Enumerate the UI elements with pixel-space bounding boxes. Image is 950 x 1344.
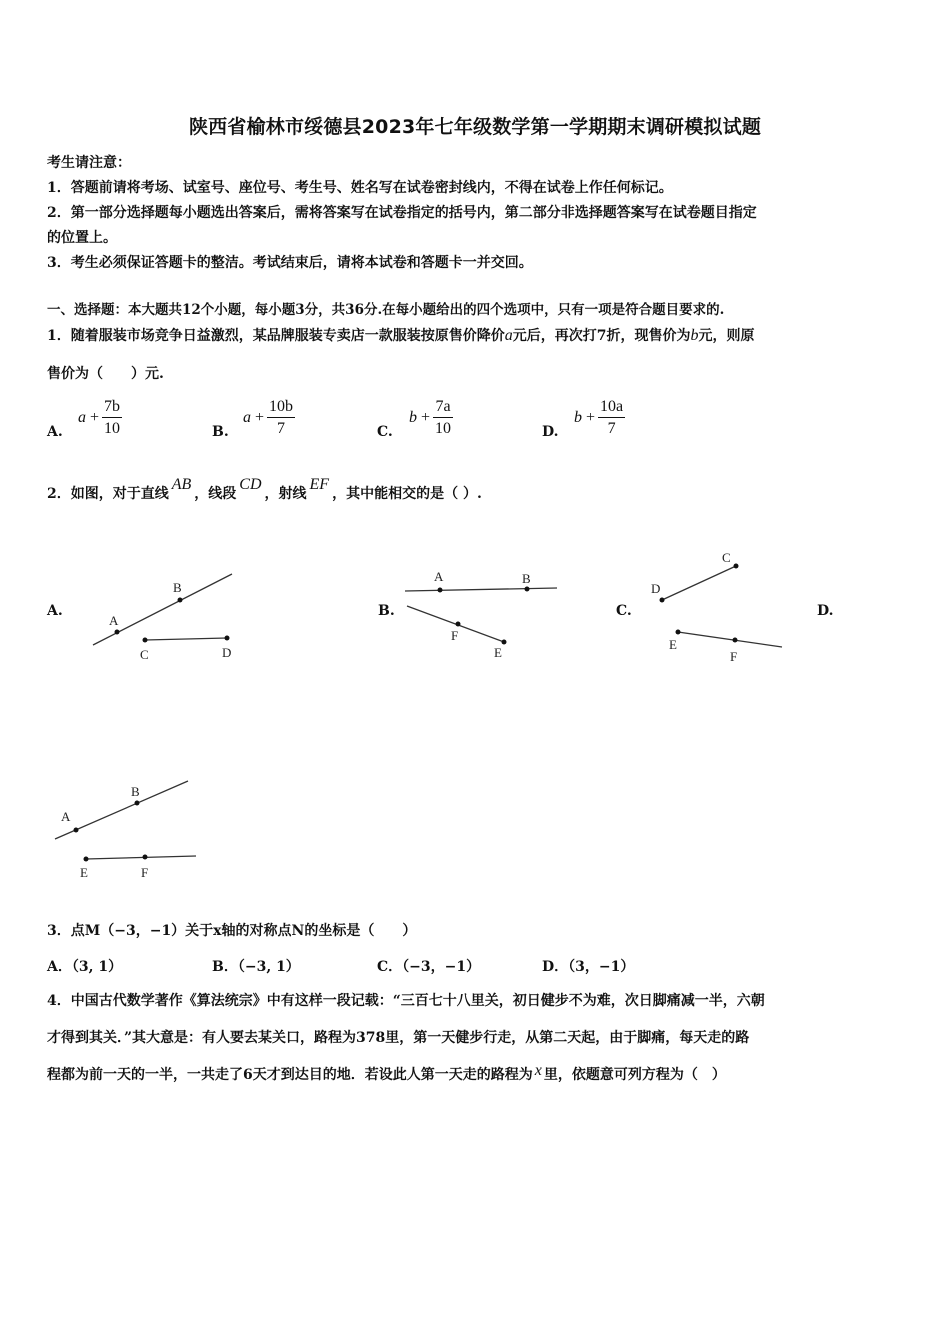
- fraction-numerator: 7b: [102, 397, 122, 418]
- label-b: B: [173, 580, 182, 595]
- q1-option-d-label: D.: [542, 424, 559, 440]
- question-1-text-2: 售价为（ ）元.: [47, 366, 164, 382]
- line-ab: [405, 588, 557, 591]
- point-a: [115, 630, 120, 635]
- notice-item: 的位置上。: [47, 230, 117, 246]
- q2-text-part: ，射线: [264, 486, 307, 502]
- q1-option-lead: b: [574, 408, 582, 426]
- q1-option-lead: b: [409, 408, 417, 426]
- question-4-text: 4．中国古代数学著作《算法统宗》中有这样一段记载：“三百七十八里关，初日健步不为难，次日脚痛减一半，六朝: [47, 993, 765, 1009]
- q3-option-d[interactable]: [542, 956, 634, 976]
- point-c: [143, 638, 148, 643]
- label-d: D: [222, 645, 232, 660]
- label-d: D: [651, 581, 661, 596]
- figure-d: [55, 781, 196, 880]
- q1-option-op: +: [421, 408, 431, 426]
- point-c: [734, 564, 739, 569]
- q4-text-part: 程都为前一天的一半，一共走了6天才到达目的地．若设此人第一天走的路程为: [47, 1067, 533, 1083]
- label-a: A: [434, 569, 444, 584]
- q2-text-part: 2．如图，对于直线: [47, 486, 169, 502]
- q1-text-part: 元后，再次打7折，现售价为: [512, 328, 691, 344]
- q1-option-b-label: B.: [212, 424, 229, 440]
- fraction-numerator: 10a: [598, 397, 625, 418]
- q1-var-a: a: [504, 327, 513, 344]
- q1-var-b: b: [690, 327, 699, 344]
- section-heading: 一、选择题：本大题共12个小题，每小题3分，共36分.在每小题给出的四个选项中，只有一项是符合题目要求的.: [47, 302, 725, 318]
- label-c: C: [140, 647, 149, 662]
- q4-text-part: 里，依题意可列方程为（ ）: [543, 1067, 726, 1083]
- notice-item: 1．答题前请将考场、试室号、座位号、考生号、姓名写在试卷密封线内，不得在试卷上作任何标记。: [47, 180, 673, 196]
- q2-option-b-label[interactable]: B.: [378, 603, 395, 619]
- q2-option-a-label[interactable]: A.: [47, 603, 63, 619]
- option-value: （−3，−1）: [402, 959, 481, 975]
- notice-item: 2．第一部分选择题每小题选出答案后，需将答案写在试卷指定的括号内，第二部分非选择题答案写在试卷题目指定: [47, 205, 757, 221]
- segment-cd: [662, 566, 736, 600]
- fraction-numerator: 7a: [433, 397, 452, 418]
- option-label: C．: [377, 959, 403, 975]
- q2-math-cd: CD: [239, 476, 262, 493]
- point-a: [438, 588, 443, 593]
- point-b: [135, 801, 140, 806]
- label-b: B: [131, 784, 140, 799]
- option-value: （3，−1）: [568, 959, 635, 975]
- q2-text-part: ，线段: [194, 486, 237, 502]
- ray-ef: [86, 856, 196, 859]
- segment-cd: [145, 638, 227, 640]
- q1-option-op: +: [255, 408, 265, 426]
- ray-ef: [678, 632, 782, 647]
- point-f: [456, 622, 461, 627]
- q3-option-b[interactable]: [212, 956, 300, 976]
- label-e: E: [669, 637, 677, 652]
- label-c: C: [722, 550, 731, 565]
- fraction-numerator: 10b: [267, 397, 295, 418]
- q2-math-ef: EF: [309, 476, 330, 493]
- point-e: [676, 630, 681, 635]
- q3-option-a[interactable]: [47, 956, 122, 976]
- label-a: A: [61, 809, 71, 824]
- figure-a: [93, 574, 232, 662]
- q2-option-d-label[interactable]: D.: [817, 603, 834, 619]
- label-f: F: [141, 865, 149, 880]
- q4-var-x: x: [534, 1062, 542, 1079]
- option-value: （−3, 1）: [237, 959, 300, 975]
- label-f: F: [451, 628, 459, 643]
- fraction-denominator: 10: [435, 420, 452, 437]
- q1-option-op: +: [586, 408, 596, 426]
- point-b: [178, 598, 183, 603]
- point-e: [84, 857, 89, 862]
- point-d: [660, 598, 665, 603]
- fraction-denominator: 10: [104, 420, 121, 437]
- point-b: [525, 587, 530, 592]
- q1-option-a-label: A.: [47, 424, 63, 440]
- q1-option-lead: a: [243, 408, 251, 426]
- point-e: [502, 640, 507, 645]
- label-e: E: [80, 865, 88, 880]
- point-d: [225, 636, 230, 641]
- q1-text-part: 元，则原: [698, 328, 755, 344]
- point-f: [733, 638, 738, 643]
- q1-option-c-label: C.: [377, 424, 393, 440]
- q1-text-part: 1．随着服装市场竞争日益激烈，某品牌服装专卖店一款服装按原售价降价: [47, 328, 505, 344]
- q3-option-c[interactable]: [377, 956, 480, 976]
- option-label: A．: [47, 959, 72, 975]
- point-a: [74, 828, 79, 833]
- figure-b: [405, 569, 557, 660]
- page-title: 陕西省榆林市绥德县2023年七年级数学第一学期期末调研模拟试题: [188, 116, 762, 138]
- q2-math-ab: AB: [171, 476, 192, 493]
- question-3-text: 3．点M（−3，−1）关于x轴的对称点N的坐标是（ ）: [47, 923, 417, 939]
- notice-item: 3．考生必须保证答题卡的整洁。考试结束后，请将本试卷和答题卡一并交回。: [47, 255, 533, 271]
- label-b: B: [522, 571, 531, 586]
- fraction-denominator: 7: [607, 420, 616, 437]
- label-f: F: [730, 649, 738, 664]
- figure-c: [651, 550, 782, 664]
- option-label: B．: [212, 959, 238, 975]
- label-e: E: [494, 645, 502, 660]
- notice-heading: 考生请注意：: [47, 155, 131, 171]
- q1-option-op: +: [90, 408, 100, 426]
- question-4-text-3: [47, 1062, 907, 1085]
- q2-text-part: ，其中能相交的是（ ）.: [332, 486, 482, 502]
- point-f: [143, 855, 148, 860]
- option-label: D．: [542, 959, 569, 975]
- q1-option-lead: a: [78, 408, 86, 426]
- option-value: （3, 1）: [71, 959, 123, 975]
- q2-option-c-label[interactable]: C.: [616, 603, 632, 619]
- line-ab: [93, 574, 232, 645]
- question-4-text-2: 才得到其关．”其大意是：有人要去某关口，路程为378里，第一天健步行走，从第二天起，由于脚痛，每天走的路: [47, 1030, 750, 1046]
- fraction-denominator: 7: [277, 420, 286, 437]
- label-a: A: [109, 613, 119, 628]
